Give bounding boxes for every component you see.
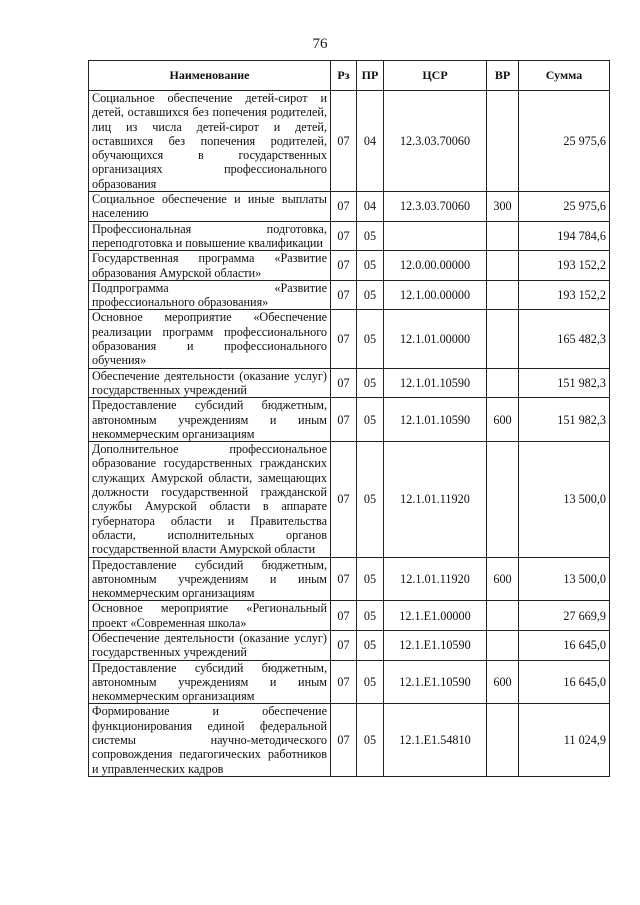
- row-pr: 05: [357, 704, 384, 776]
- row-sum: 151 982,3: [519, 368, 610, 398]
- row-vr: 600: [487, 398, 519, 442]
- row-name: Формирование и обеспечение функционирования единой федеральной системы научно-методического сопровождения педагогических работников и управленческих кадров: [89, 704, 331, 776]
- row-vr: [487, 221, 519, 251]
- row-vr: [487, 630, 519, 660]
- row-csr: [384, 221, 487, 251]
- table-header-row: [89, 61, 610, 91]
- row-sum: 165 482,3: [519, 310, 610, 368]
- row-pr: 05: [357, 368, 384, 398]
- row-rz: 07: [331, 91, 357, 192]
- table-row: [89, 251, 610, 281]
- table-row: [89, 221, 610, 251]
- table-row: [89, 91, 610, 192]
- table-row: [89, 398, 610, 442]
- row-pr: 05: [357, 310, 384, 368]
- row-name: Предоставление субсидий бюджетным, автономным учреждениям и иным некоммерческим организациям: [89, 398, 331, 442]
- header-pr: ПР: [357, 61, 384, 91]
- row-vr: 600: [487, 660, 519, 704]
- row-rz: 07: [331, 442, 357, 557]
- header-vr: ВР: [487, 61, 519, 91]
- row-rz: 07: [331, 704, 357, 776]
- budget-table: [88, 60, 610, 777]
- row-csr: 12.1.01.11920: [384, 442, 487, 557]
- header-csr: ЦСР: [384, 61, 487, 91]
- row-pr: 05: [357, 630, 384, 660]
- row-sum: 13 500,0: [519, 442, 610, 557]
- row-vr: [487, 280, 519, 310]
- table-row: [89, 557, 610, 601]
- row-vr: [487, 91, 519, 192]
- row-vr: [487, 442, 519, 557]
- page-number: 76: [312, 36, 328, 52]
- row-pr: 05: [357, 251, 384, 281]
- row-sum: 16 645,0: [519, 630, 610, 660]
- row-sum: 151 982,3: [519, 398, 610, 442]
- table-row: [89, 368, 610, 398]
- row-name: Социальное обеспечение детей-сирот и детей, оставшихся без попечения родителей, лиц из числа детей-сирот и детей, оставшихся без попечения родителей, обучающихся в государственных организациях профессионального образования: [89, 91, 331, 192]
- row-name: Предоставление субсидий бюджетным, автономным учреждениям и иным некоммерческим организациям: [89, 557, 331, 601]
- table-row: [89, 310, 610, 368]
- row-name: Подпрограмма «Развитие профессионального образования»: [89, 280, 331, 310]
- row-pr: 05: [357, 398, 384, 442]
- row-name: Основное мероприятие «Обеспечение реализации программ профессионального образования и профессионального обучения»: [89, 310, 331, 368]
- row-sum: 193 152,2: [519, 280, 610, 310]
- row-csr: 12.1.01.10590: [384, 398, 487, 442]
- row-pr: 05: [357, 280, 384, 310]
- row-csr: 12.1.E1.00000: [384, 601, 487, 631]
- row-name: Государственная программа «Развитие образования Амурской области»: [89, 251, 331, 281]
- row-name: Социальное обеспечение и иные выплаты населению: [89, 192, 331, 222]
- row-rz: 07: [331, 660, 357, 704]
- row-rz: 07: [331, 310, 357, 368]
- table-row: [89, 660, 610, 704]
- row-rz: 07: [331, 630, 357, 660]
- row-csr: 12.1.01.00000: [384, 310, 487, 368]
- row-pr: 05: [357, 660, 384, 704]
- row-name: Основное мероприятие «Региональный проект «Современная школа»: [89, 601, 331, 631]
- row-vr: 300: [487, 192, 519, 222]
- table-row: [89, 601, 610, 631]
- table-row: [89, 280, 610, 310]
- row-sum: 27 669,9: [519, 601, 610, 631]
- row-csr: 12.3.03.70060: [384, 192, 487, 222]
- row-sum: 25 975,6: [519, 91, 610, 192]
- row-name: Предоставление субсидий бюджетным, автономным учреждениям и иным некоммерческим организациям: [89, 660, 331, 704]
- row-csr: 12.1.00.00000: [384, 280, 487, 310]
- row-rz: 07: [331, 192, 357, 222]
- table-row: [89, 630, 610, 660]
- row-csr: 12.1.E1.54810: [384, 704, 487, 776]
- row-csr: 12.0.00.00000: [384, 251, 487, 281]
- row-vr: [487, 368, 519, 398]
- row-rz: 07: [331, 368, 357, 398]
- row-csr: 12.1.01.11920: [384, 557, 487, 601]
- row-csr: 12.1.01.10590: [384, 368, 487, 398]
- row-rz: 07: [331, 280, 357, 310]
- table-row: [89, 192, 610, 222]
- row-sum: 193 152,2: [519, 251, 610, 281]
- row-sum: 11 024,9: [519, 704, 610, 776]
- header-rz: Рз: [331, 61, 357, 91]
- row-rz: 07: [331, 557, 357, 601]
- row-csr: 12.1.E1.10590: [384, 630, 487, 660]
- header-name: Наименование: [89, 61, 331, 91]
- row-rz: 07: [331, 251, 357, 281]
- row-rz: 07: [331, 601, 357, 631]
- row-vr: [487, 310, 519, 368]
- row-sum: 16 645,0: [519, 660, 610, 704]
- table-row: [89, 442, 610, 557]
- row-name: Обеспечение деятельности (оказание услуг) государственных учреждений: [89, 630, 331, 660]
- row-name: Дополнительное профессиональное образование государственных гражданских служащих Амурской области, замещающих должности государственной гражданской службы Амурской области в аппарате губернатора области и Правительства области, исполнительных органов государственной власти Амурской области: [89, 442, 331, 557]
- row-sum: 13 500,0: [519, 557, 610, 601]
- row-rz: 07: [331, 221, 357, 251]
- row-vr: [487, 601, 519, 631]
- table-row: [89, 704, 610, 776]
- header-sum: Сумма: [519, 61, 610, 91]
- row-pr: 05: [357, 442, 384, 557]
- row-sum: 194 784,6: [519, 221, 610, 251]
- row-vr: 600: [487, 557, 519, 601]
- row-csr: 12.1.E1.10590: [384, 660, 487, 704]
- row-name: Обеспечение деятельности (оказание услуг) государственных учреждений: [89, 368, 331, 398]
- row-rz: 07: [331, 398, 357, 442]
- row-pr: 04: [357, 192, 384, 222]
- row-pr: 05: [357, 557, 384, 601]
- row-csr: 12.3.03.70060: [384, 91, 487, 192]
- row-pr: 05: [357, 221, 384, 251]
- row-name: Профессиональная подготовка, переподготовка и повышение квалификации: [89, 221, 331, 251]
- row-pr: 05: [357, 601, 384, 631]
- row-sum: 25 975,6: [519, 192, 610, 222]
- row-vr: [487, 251, 519, 281]
- row-pr: 04: [357, 91, 384, 192]
- row-vr: [487, 704, 519, 776]
